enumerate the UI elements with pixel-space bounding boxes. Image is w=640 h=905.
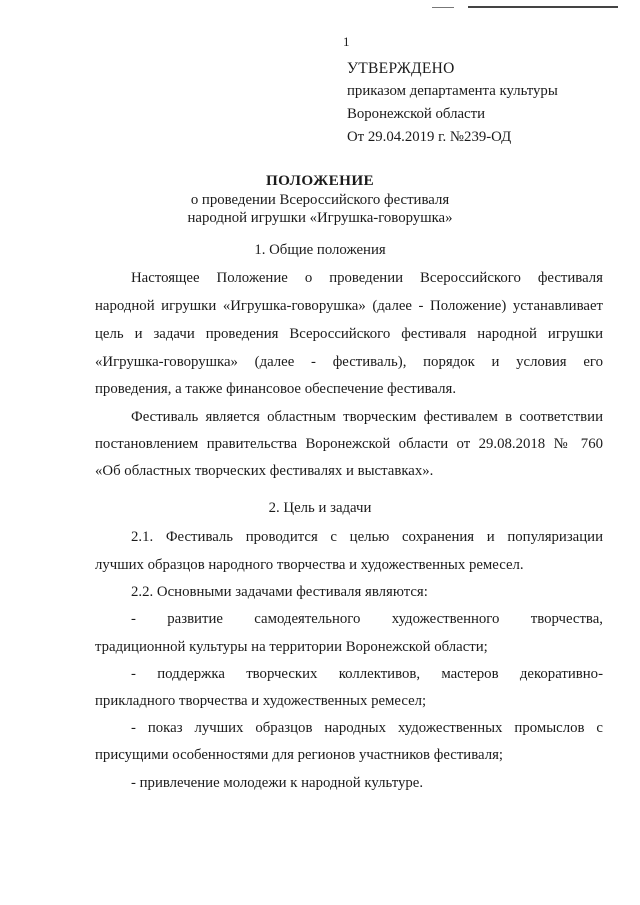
- list-item-line: традиционной культуры на территории Воронежской области;: [95, 639, 488, 655]
- list-item-line: прикладного творчества и художественных ремесел;: [95, 693, 427, 709]
- document-title: ПОЛОЖЕНИЕ: [265, 172, 375, 189]
- document-subtitle: народной игрушки «Игрушка-говорушка»: [187, 210, 453, 226]
- list-item-line: - привлечение молодежи к народной культуре.: [131, 775, 424, 791]
- list-item-line: - показ лучших образцов народных художественных промыслов с: [131, 720, 603, 736]
- list-item-line: - развитие самодеятельного художественного творчества,: [131, 611, 603, 627]
- paragraph-line: цель и задачи проведения Всероссийского фестиваля народной игрушки: [95, 326, 603, 342]
- paragraph-line: «Об областных творческих фестивалях и выставках».: [95, 463, 434, 479]
- paragraph-line: 2.1. Фестиваль проводится с целью сохранения и популяризации: [131, 529, 603, 545]
- scan-artifact-mark: [468, 6, 618, 8]
- approval-line: Воронежской области: [347, 106, 485, 122]
- paragraph-line: лучших образцов народного творчества и художественных ремесел.: [95, 557, 524, 573]
- paragraph-line: народной игрушки «Игрушка-говорушка» (далее - Положение) устанавливает: [95, 298, 603, 314]
- paragraph-line: постановлением правительства Воронежской области от 29.08.2018 № 760: [95, 436, 603, 452]
- approval-order-number: От 29.04.2019 г. №239-ОД: [347, 129, 512, 145]
- paragraph-line: «Игрушка-говорушка» (далее - фестиваль), порядок и условия его: [95, 354, 603, 370]
- approval-title: УТВЕРЖДЕНО: [347, 60, 455, 77]
- paragraph-line: проведения, а также финансовое обеспечение фестиваля.: [95, 381, 457, 397]
- approval-stamp-block: [347, 57, 558, 149]
- document-subtitle: о проведении Всероссийского фестиваля: [190, 192, 450, 208]
- section-heading: 2. Цель и задачи: [268, 500, 372, 516]
- paragraph-line: Фестиваль является областным творческим фестивалем в соответствии: [131, 409, 603, 425]
- paragraph-line: Настоящее Положение о проведении Всероссийского фестиваля: [131, 270, 603, 286]
- scan-artifact-mark: [432, 7, 454, 8]
- approval-line: приказом департамента культуры: [347, 83, 558, 99]
- page-number: 1: [343, 34, 350, 49]
- section-heading: 1. Общие положения: [254, 242, 386, 258]
- list-item-line: - поддержка творческих коллективов, мастеров декоративно-: [131, 666, 603, 682]
- paragraph-line: 2.2. Основными задачами фестиваля являются:: [131, 584, 428, 600]
- list-item-line: присущими особенностями для регионов участников фестиваля;: [95, 747, 504, 763]
